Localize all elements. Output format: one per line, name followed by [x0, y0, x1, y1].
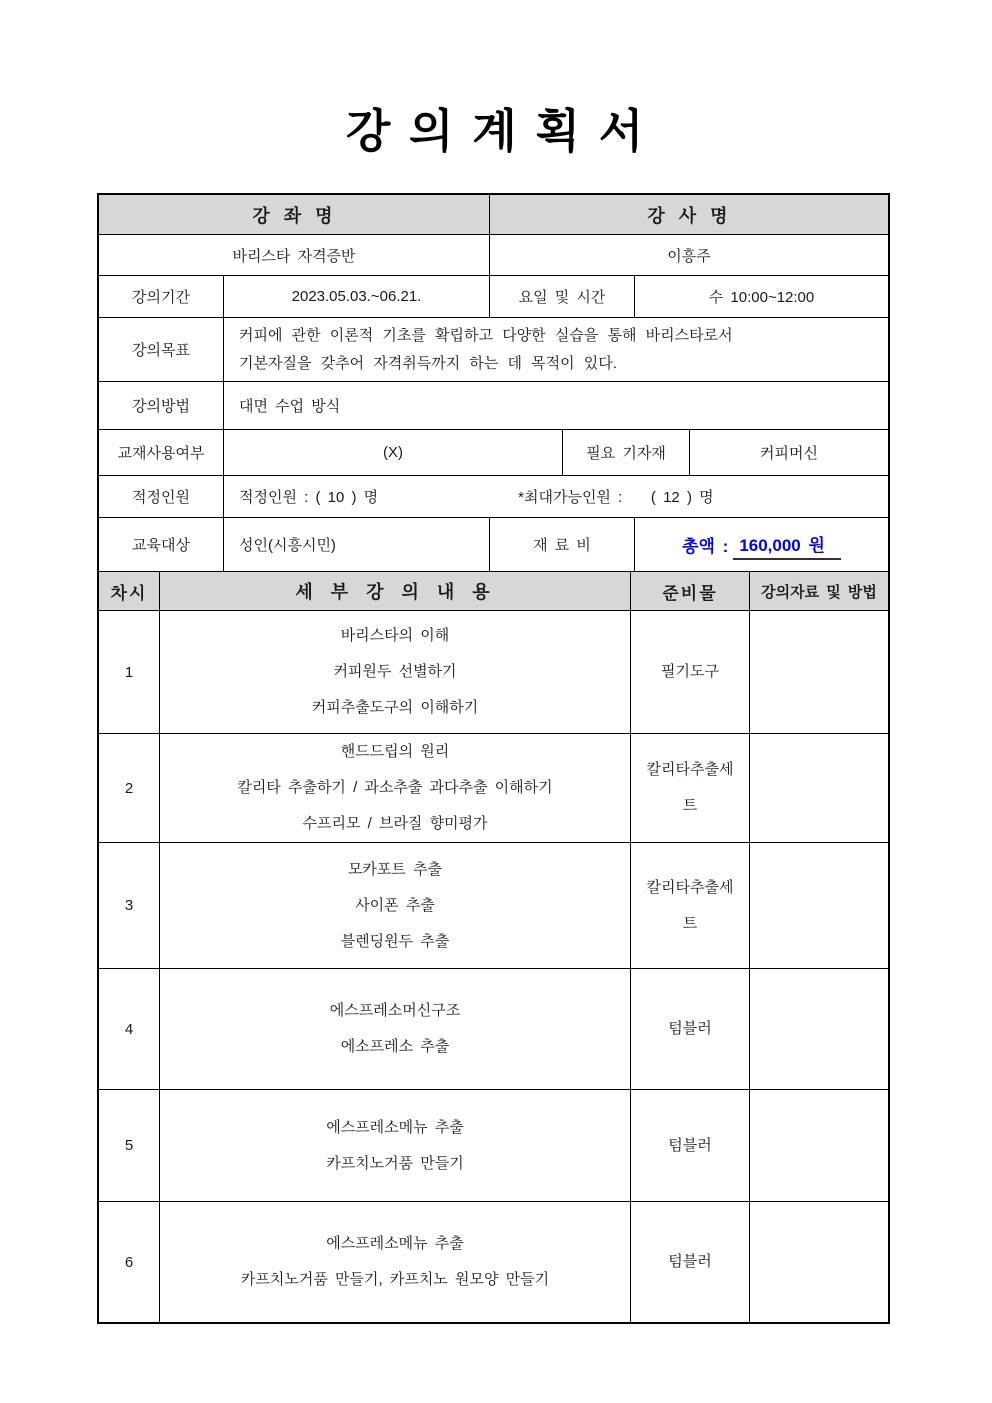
equipment-value: 커피머신: [689, 430, 888, 475]
materials-value: 텀블러: [630, 969, 749, 1089]
target-row: [99, 517, 888, 571]
course-name-value: 바리스타 자격증반: [232, 247, 356, 265]
method-label: 강의방법: [132, 398, 190, 415]
capacity-max-value: *최대가능인원 : ( 12 ) 명: [518, 489, 714, 506]
session-number: 1: [124, 663, 134, 681]
daytime-label: 요일 및 시간: [489, 276, 634, 317]
objective-line: 커피에 관한 이론적 기초를 확립하고 다양한 실습을 통해 바리스타로서: [239, 326, 733, 344]
lesson-content: [159, 734, 630, 842]
resources-col-header: 강의자료 및 방법: [749, 572, 888, 610]
lesson-line: 모카포트 추출: [347, 860, 443, 878]
materials-value: 텀블러: [630, 1202, 749, 1322]
textbook-value: (X): [223, 430, 562, 475]
materials-value: 칼리타추출세트: [630, 843, 749, 968]
fee-label: 재 료 비: [489, 518, 634, 571]
content-col-header: 세 부 강 의 내 용: [159, 572, 630, 610]
method-row: [99, 381, 888, 429]
materials-value: 텀블러: [630, 1090, 749, 1201]
objective-value: [223, 318, 888, 381]
lesson-line: 카프치노거품 만들기, 카프치노 원모양 만들기: [240, 1271, 550, 1288]
lesson-content: [159, 1090, 630, 1201]
lesson-line: 에소프레소 추출: [340, 1038, 450, 1055]
instructor-name-header: 강 사 명: [489, 195, 888, 234]
lesson-content: [159, 843, 630, 968]
lesson-line: 에스프레소머신구조: [329, 1002, 461, 1019]
lesson-line: 블렌딩원두 추출: [340, 932, 450, 950]
schedule-row: [99, 968, 888, 1089]
lesson-line: 핸드드립의 원리: [340, 743, 450, 760]
session-col-header: 차시: [110, 583, 148, 603]
capacity-row: [99, 475, 888, 517]
session-number: 4: [124, 1020, 134, 1038]
objective-line: 기본자질을 갖추어 자격취득까지 하는 데 목적이 있다.: [239, 354, 617, 372]
course-name-header: 강 좌 명: [252, 205, 336, 226]
capacity-value-cell: [223, 476, 888, 517]
lesson-content: [159, 611, 630, 733]
lesson-line: 바리스타의 이해: [340, 627, 450, 644]
session-number: 6: [124, 1253, 134, 1271]
header-row: [99, 195, 888, 234]
resources-value: [749, 843, 888, 968]
materials-value: 필기도구: [630, 611, 749, 733]
schedule-row: [99, 1089, 888, 1201]
lesson-content: [159, 969, 630, 1089]
lesson-content: [159, 1202, 630, 1322]
schedule-header-row: [99, 571, 888, 610]
lesson-line: 카프치노거품 만들기: [326, 1154, 464, 1172]
period-label: 강의기간: [132, 289, 190, 306]
lesson-line: 커피원두 선별하기: [333, 663, 457, 680]
method-value: 대면 수업 방식: [223, 382, 888, 429]
session-number: 5: [124, 1137, 134, 1154]
fee-total-label: 총액 :: [682, 537, 729, 556]
equipment-label: 필요 기자재: [562, 430, 689, 475]
period-value: 2023.05.03.~06.21.: [223, 276, 489, 317]
schedule-row: [99, 842, 888, 968]
materials-col-header: 준비물: [630, 572, 749, 610]
textbook-row: [99, 429, 888, 475]
lesson-line: 사이폰 추출: [355, 896, 435, 914]
fee-value-cell: [634, 518, 888, 571]
resources-value: [749, 611, 888, 733]
objective-label: 강의목표: [132, 342, 190, 359]
resources-value: [749, 1202, 888, 1322]
capacity-label: 적정인원: [132, 489, 190, 506]
schedule-row: [99, 1201, 888, 1322]
fee-total-amount: 160,000 원: [733, 530, 841, 560]
schedule-row: [99, 733, 888, 842]
lesson-line: 에스프레소메뉴 추출: [326, 1118, 464, 1136]
objective-row: [99, 317, 888, 381]
instructor-name-value: 이흥주: [489, 235, 888, 275]
lecture-plan-table: [97, 193, 890, 1324]
resources-value: [749, 734, 888, 842]
lesson-line: 에스프레소메뉴 추출: [326, 1235, 464, 1252]
daytime-value: 수 10:00~12:00: [634, 276, 888, 317]
session-number: 3: [124, 897, 134, 914]
course-instructor-row: [99, 234, 888, 275]
materials-value: 칼리타추출세트: [630, 734, 749, 842]
target-value: 성인(시흥시민): [223, 518, 489, 571]
period-row: [99, 275, 888, 317]
resources-value: [749, 969, 888, 1089]
session-number: 2: [124, 779, 134, 797]
resources-value: [749, 1090, 888, 1201]
lesson-line: 칼리타 추출하기 / 과소추출 과다추출 이해하기: [237, 779, 553, 796]
lesson-line: 커피추출도구의 이해하기: [311, 699, 479, 716]
lesson-line: 수프리모 / 브라질 향미평가: [302, 815, 488, 832]
capacity-value: 적정인원 : ( 10 ) 명: [239, 489, 379, 506]
page-title: 강 의 계 획 서: [345, 105, 647, 157]
target-label: 교육대상: [132, 537, 190, 554]
textbook-label: 교재사용여부: [117, 445, 205, 462]
schedule-row: [99, 610, 888, 733]
